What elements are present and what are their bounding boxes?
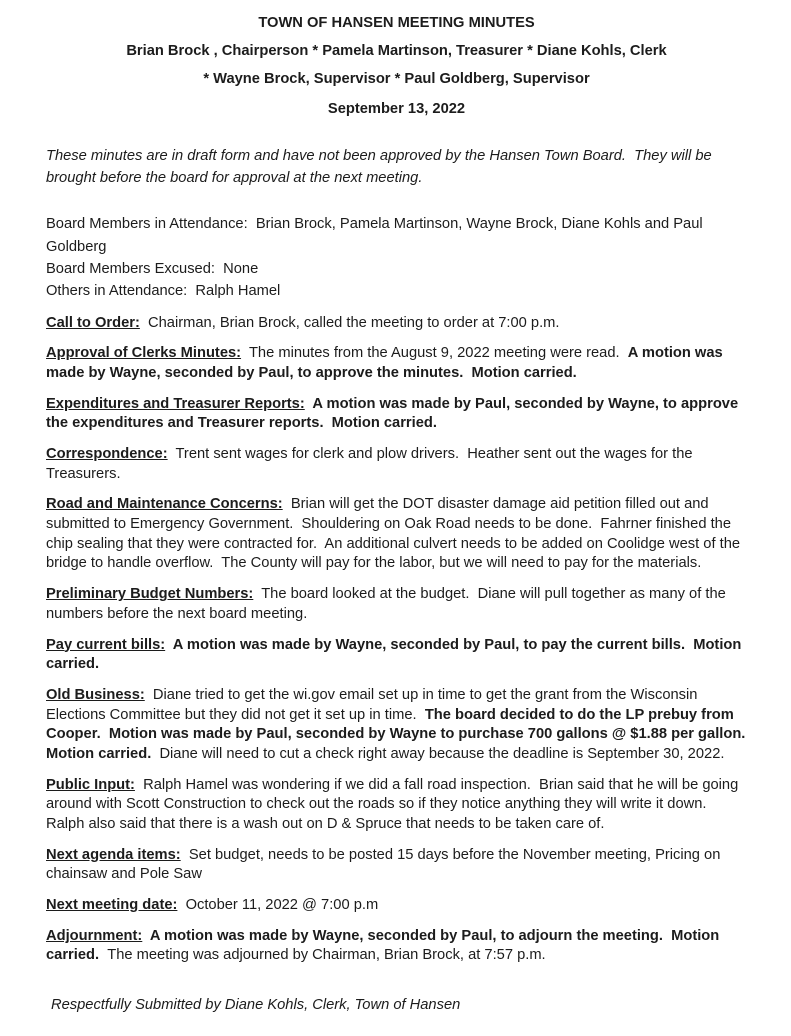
meeting-date: September 13, 2022 [327, 100, 466, 117]
section-text-run: A motion was made by Wayne, seconded by Paul, to pay the current bills. Motion carried. [46, 636, 746, 673]
document-title: TOWN OF HANSEN MEETING MINUTES [258, 15, 535, 31]
draft-notice: These minutes are in draft form and have not been approved by the Hansen Town Board. They will be brought before the board for approval at the next meeting. [46, 148, 716, 187]
minutes-sections [46, 314, 754, 967]
document-header [46, 13, 747, 119]
minutes-section [46, 846, 747, 885]
officers-line-2: * Wayne Brock, Supervisor * Paul Goldberg, Supervisor [203, 70, 590, 87]
section-heading: Pay current bills: [46, 636, 166, 653]
section-heading: Next meeting date: [46, 897, 178, 914]
minutes-section [46, 344, 747, 383]
minutes-section [46, 686, 754, 765]
section-text-run: Diane tried to get the wi.gov email set up in time to get the grant from the Wisconsin Elections Committee but they did not get it set up in time. [46, 686, 702, 723]
section-text-run: Chairman, Brian Brock, called the meeting to order at 7:00 p.m. [139, 314, 560, 331]
section-heading: Public Input: [46, 776, 135, 793]
section-text-run: Set budget, needs to be posted 15 days before the November meeting, Pricing on chainsaw and Pole Saw [46, 846, 725, 883]
section-text-run: October 11, 2022 @ 7:00 p.m [177, 897, 379, 914]
minutes-section [46, 445, 747, 484]
section-heading: Old Business: [46, 686, 145, 703]
officers-line-1: Brian Brock , Chairperson * Pamela Martinson, Treasurer * Diane Kohls, Clerk [126, 42, 667, 59]
section-text-run: The meeting was adjourned by Chairman, Brian Brock, at 7:57 p.m. [107, 947, 546, 964]
section-text-run: The board decided to do the LP prebuy from Cooper. Motion was made by Paul, seconded by Wayne to purchase 700 gallons @ $1.88 per gallon. Motion carried. [46, 706, 754, 762]
minutes-section [46, 896, 747, 916]
attendance-line: Board Members in Attendance: Brian Brock, Pamela Martinson, Wayne Brock, Diane Kohls and Paul Goldberg [46, 216, 707, 255]
attendance-line: Board Members Excused: None [46, 260, 259, 277]
minutes-section [46, 585, 747, 624]
minutes-section [46, 776, 747, 835]
section-heading: Road and Maintenance Concerns: [46, 496, 283, 513]
minutes-section [46, 636, 747, 675]
section-text-run: Trent sent wages for clerk and plow drivers. Heather sent out the wages for the Treasurers. [46, 446, 697, 482]
minutes-section [46, 495, 747, 574]
section-text-run: Diane will need to cut a check right away because the deadline is September 30, 2022. [159, 745, 725, 762]
section-text-run: Ralph Hamel was wondering if we did a fall road inspection. Brian said that he will be going around with Scott Construction to check out the roads so if they notice anything they will write it down. Ralph also said that there is a wash out on D & Spruce that needs to be taken care of. [46, 776, 743, 833]
attendance-line: Others in Attendance: Ralph Hamel [46, 283, 281, 300]
section-heading: Preliminary Budget Numbers: [46, 586, 254, 603]
section-heading: Next agenda items: [46, 846, 181, 863]
section-text-run: A motion was made by Paul, seconded by Wayne, to approve the expenditures and Treasurer reports. Motion carried. [46, 395, 743, 432]
section-text-run: The minutes from the August 9, 2022 meeting were read. [241, 345, 628, 362]
section-heading: Expenditures and Treasurer Reports: [46, 395, 305, 412]
section-heading: Adjournment: [46, 927, 143, 944]
section-text-run: A motion was made by Wayne, seconded by Paul, to approve the minutes. Motion carried. [46, 345, 727, 381]
section-text-run: Brian will get the DOT disaster damage aid petition filled out and submitted to Emergency Government. Shouldering on Oak Road needs to be done. Fahrner finished the chip sealing that they were contracted for. An additional culvert needs to be added on Coolidge west of the bridge to handle overflow. The County will pay for the labor, but we will need to pay for the materials. [46, 496, 745, 572]
section-text-run: The board looked at the budget. Diane will pull together as many of the numbers before the next board meeting. [46, 586, 730, 622]
attendance-block [46, 213, 747, 302]
section-heading: Approval of Clerks Minutes: [46, 345, 242, 362]
signature-line: Respectfully Submitted by Diane Kohls, Clerk, Town of Hansen [51, 997, 461, 1014]
minutes-section [46, 927, 747, 966]
section-heading: Call to Order: [46, 314, 140, 331]
section-text-run: A motion was made by Wayne, seconded by Paul, to adjourn the meeting. Motion carried. [46, 927, 724, 964]
minutes-section [46, 314, 747, 334]
section-heading: Correspondence: [46, 446, 168, 463]
minutes-section [46, 395, 747, 434]
